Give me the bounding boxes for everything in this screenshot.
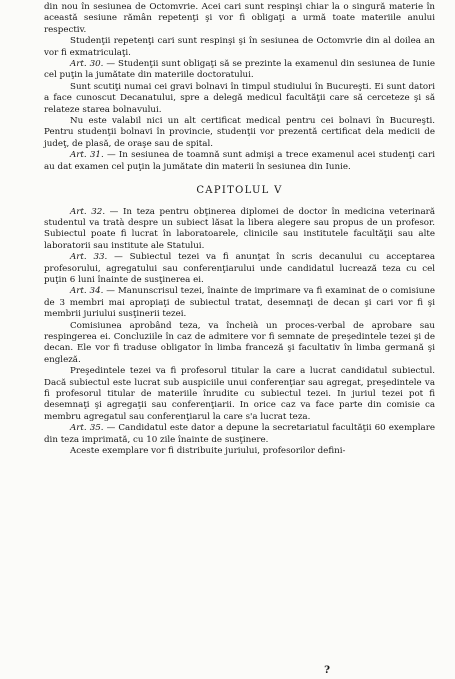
text-section-bottom	[44, 207, 435, 458]
paragraph-text: Comisiunea aprobând teza, va încheià un proces-verbal de aprobare sau respingerea ei. Concluziile în caz de admitere vor fi semnate de preşedintele tezei şi de decan. Ele vor fi traduse obligator în limba franceză şi facultativ în limba germană şi engleză.	[44, 320, 435, 365]
paragraph	[44, 286, 435, 320]
paragraph-text: — Manunscrisul tezei, înainte de imprimare va fi examinat de o comisiune de 3 membri mai apropiaţi de subiectul tratat, desemnaţi de decan şi cari vor fi şi membrii juriului susţinerii tezei.	[44, 286, 435, 320]
page-number: ?	[324, 665, 330, 676]
paragraph	[44, 207, 435, 253]
paragraph	[44, 59, 435, 82]
paragraph-text: din nou în sesiunea de Octomvrie. Acei cari sunt respinşi chiar la o singură materie în această sesiune rămân repetenţi şi vor fi obligaţi a urmă toate materiile anului respectiv.	[44, 2, 435, 35]
article-label: Art. 31.	[70, 150, 104, 161]
paragraph	[44, 366, 435, 423]
paragraph-text: — Studenţii sunt obligaţi să se prezinte la examenul din sesiunea de Iunie cel puţin la jumătate din materiile doctoratului.	[44, 59, 435, 81]
article-label: Art. 30.	[70, 59, 104, 70]
paragraph-text: Sunt scutiţi numai cei gravi bolnavi în timpul studiului în Bucureşti. Ei sunt datori a face cunoscut Decanatului, spre a delegă medicul facultăţii care să cerceteze şi să relateze starea bolnavului.	[44, 81, 435, 115]
text-section-top	[44, 2, 435, 173]
paragraph	[44, 2, 435, 36]
paragraph-text: Nu este valabil nici un alt certificat medical pentru cei bolnavi în Bucureşti. Pentru studenţii bolnavi în provincie, studenţii vor prezentă certificat dela medicii de judeţ, de plasă, de oraşe sau de spital.	[44, 116, 435, 149]
article-label: Art. 33.	[70, 252, 108, 263]
chapter-heading: CAPITOLUL V	[196, 185, 283, 197]
article-label: Art. 32.	[70, 206, 106, 217]
paragraph-text: — In sesiunea de toamnă sunt admişi a trece examenul acei studenţi cari au dat examen cel puţin la jumătate din materii în sesiunea din Iunie.	[44, 150, 435, 172]
paragraph-text: Aceste exemplare vor fi distribuite juriului, profesorilor defini-	[70, 446, 346, 457]
article-label: Art. 34.	[70, 286, 104, 297]
paragraph	[44, 82, 435, 116]
paragraph-text: — In teza pentru obţinerea diplomei de doctor în medicina veterinară studentul va tratà despre un subiect lăsat la libera alegere sau propus de un profesor. Subiectul poate fi lucrat în laboratoarele, clinicile sau institutele facultăţii sau alte laboratorii sau institute ale Statului.	[44, 206, 435, 251]
paragraph-text: — Subiectul tezei va fi anunţat în scris decanului cu acceptarea profesorului, agregatului sau conferenţiarului unde candidatul lucrează teza cu cel puţin 6 luni înainte de susţinerea ei.	[44, 252, 435, 285]
paragraph-text: Studenţii repetenţi cari sunt respinşi şi în sesiunea de Octomvrie din al doilea an vor fi exmatriculaţi.	[44, 36, 435, 58]
paragraph-text: Preşedintele tezei va fi profesorul titular la care a lucrat candidatul subiectul. Dacă subiectul este lucrat sub auspiciile unui conferenţiar sau agregat, preşedintele va fi profesorul titular de materiile înrudite cu subiectul tezei. In juriul tezei pot fi desemnaţi şi agregaţii sau conferenţiarii. In orice caz va face parte din comisie ca membru agregatul sau conferenţiarul la care s'a lucrat teza.	[44, 366, 435, 422]
article-label: Art. 35.	[70, 423, 104, 434]
paragraph	[44, 321, 435, 367]
paragraph-text: — Candidatul este dator a depune la secretariatul facultăţii 60 exemplare din teza imprimată, cu 10 zile înainte de susţinere.	[44, 423, 435, 445]
paragraph	[44, 116, 435, 150]
paragraph	[44, 423, 435, 446]
paragraph	[44, 252, 435, 286]
paragraph	[44, 446, 435, 457]
paragraph	[44, 150, 435, 173]
paragraph	[44, 36, 435, 59]
